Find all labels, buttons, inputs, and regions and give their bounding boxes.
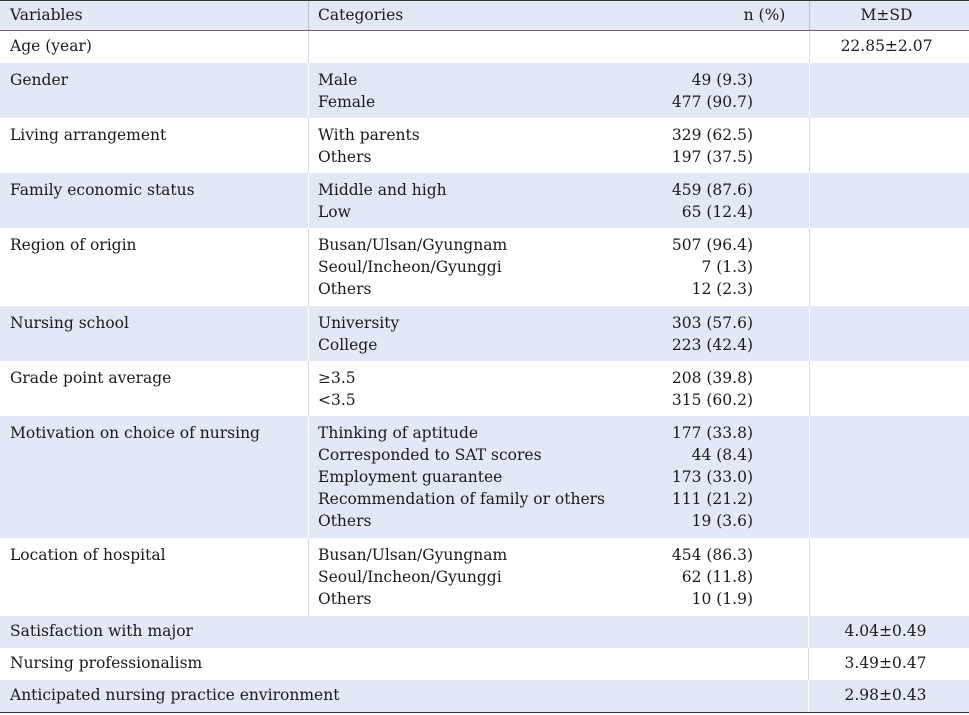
m-sd-value: 3.49±0.47 <box>844 654 927 672</box>
table-row-satisfaction-with-major <box>0 616 969 648</box>
table-row-living-arrangement <box>0 118 969 173</box>
header-variables: Variables <box>0 1 309 30</box>
table-header-row <box>0 1 969 31</box>
n-percent-value: 19 (3.6) <box>691 512 753 530</box>
category-label: Others <box>318 148 372 166</box>
n-percent-value: 454 (86.3) <box>671 546 753 564</box>
n-percent-value: 208 (39.8) <box>671 369 753 387</box>
table-row-nursing-school <box>0 306 969 361</box>
variable-label: Living arrangement <box>0 118 309 173</box>
category-cell <box>309 361 650 416</box>
table-row-nursing-professionalism <box>0 648 969 680</box>
variable-label: Region of origin <box>0 228 309 306</box>
category-label: Others <box>318 512 372 530</box>
category-label: ≥3.5 <box>318 369 356 387</box>
category-label: Thinking of aptitude <box>318 424 479 442</box>
category-label: Seoul/Incheon/Gyunggi <box>318 568 502 586</box>
variable-label: Location of hospital <box>0 538 309 616</box>
n-percent-value: 10 (1.9) <box>691 590 753 608</box>
category-cell <box>309 173 650 228</box>
n-percent-value: 507 (96.4) <box>671 236 753 254</box>
variable-label: Nursing school <box>0 306 309 361</box>
category-label: Female <box>318 93 376 111</box>
m-sd-cell <box>810 538 969 616</box>
n-percent-cell <box>650 361 810 416</box>
table-row-age <box>0 31 969 63</box>
variable-label: Satisfaction with major <box>0 616 809 648</box>
category-cell <box>309 538 650 616</box>
category-label: With parents <box>318 126 420 144</box>
variable-label: Gender <box>0 63 309 118</box>
category-cell <box>309 118 650 173</box>
category-label: Male <box>318 71 358 89</box>
m-sd-value: 2.98±0.43 <box>844 686 927 704</box>
header-m-sd: M±SD <box>860 6 913 24</box>
category-cell <box>309 416 650 538</box>
category-label: Middle and high <box>318 181 447 199</box>
n-percent-cell <box>650 63 810 118</box>
n-percent-value: 7 (1.3) <box>701 258 753 276</box>
n-percent-cell <box>650 228 810 306</box>
category-label: <3.5 <box>318 391 356 409</box>
n-percent-value: 329 (62.5) <box>671 126 753 144</box>
category-cell <box>309 228 650 306</box>
category-cell <box>309 306 650 361</box>
category-label: Corresponded to SAT scores <box>318 446 542 464</box>
m-sd-cell <box>810 228 969 306</box>
n-percent-value: 477 (90.7) <box>671 93 753 111</box>
table-row-family-economic-status <box>0 173 969 228</box>
n-percent-cell <box>650 306 810 361</box>
n-percent-cell <box>650 538 810 616</box>
n-percent-value: 223 (42.4) <box>671 336 753 354</box>
header-n-percent: n (%) <box>650 1 810 30</box>
n-percent-value: 111 (21.2) <box>671 490 753 508</box>
category-label: Seoul/Incheon/Gyunggi <box>318 258 502 276</box>
category-cell <box>309 63 650 118</box>
table-row-location-of-hospital <box>0 538 969 616</box>
n-percent-value: 459 (87.6) <box>671 181 753 199</box>
category-label: Busan/Ulsan/Gyungnam <box>318 236 508 254</box>
m-sd-cell <box>810 118 969 173</box>
n-percent-value: 177 (33.8) <box>671 424 753 442</box>
m-sd-cell <box>810 63 969 118</box>
category-cell <box>309 31 650 63</box>
n-percent-value: 12 (2.3) <box>691 280 753 298</box>
n-percent-value: 197 (37.5) <box>671 148 753 166</box>
category-label: Employment guarantee <box>318 468 503 486</box>
table-row-anticipated-environment <box>0 680 969 712</box>
category-label: University <box>318 314 400 332</box>
variable-label: Grade point average <box>0 361 309 416</box>
table-row-gender <box>0 63 969 118</box>
n-percent-cell <box>650 31 810 63</box>
n-percent-value: 173 (33.0) <box>671 468 753 486</box>
header-categories: Categories <box>318 6 404 24</box>
category-label: Busan/Ulsan/Gyungnam <box>318 546 508 564</box>
variable-label: Motivation on choice of nursing <box>0 416 309 538</box>
n-percent-value: 315 (60.2) <box>671 391 753 409</box>
category-label: Recommendation of family or others <box>318 490 606 508</box>
n-percent-value: 44 (8.4) <box>691 446 753 464</box>
n-percent-value: 49 (9.3) <box>691 71 753 89</box>
category-label: Low <box>318 203 351 221</box>
category-label: College <box>318 336 378 354</box>
n-percent-cell <box>650 118 810 173</box>
n-percent-value: 65 (12.4) <box>681 203 753 221</box>
m-sd-value: 4.04±0.49 <box>844 622 927 640</box>
category-label: Others <box>318 590 372 608</box>
n-percent-cell <box>650 173 810 228</box>
table-row-region-of-origin <box>0 228 969 306</box>
category-label: Others <box>318 280 372 298</box>
table-row-grade-point-average <box>0 361 969 416</box>
table-row-motivation <box>0 416 969 538</box>
m-sd-cell <box>810 361 969 416</box>
variable-label: Age (year) <box>0 31 309 63</box>
m-sd-cell <box>810 173 969 228</box>
m-sd-cell <box>810 306 969 361</box>
variable-label: Anticipated nursing practice environment <box>0 680 809 712</box>
variable-label: Family economic status <box>0 173 309 228</box>
m-sd-value: 22.85±2.07 <box>840 37 933 55</box>
m-sd-cell <box>810 416 969 538</box>
variable-label: Nursing professionalism <box>0 648 809 680</box>
n-percent-cell <box>650 416 810 538</box>
n-percent-value: 303 (57.6) <box>671 314 753 332</box>
n-percent-value: 62 (11.8) <box>681 568 753 586</box>
